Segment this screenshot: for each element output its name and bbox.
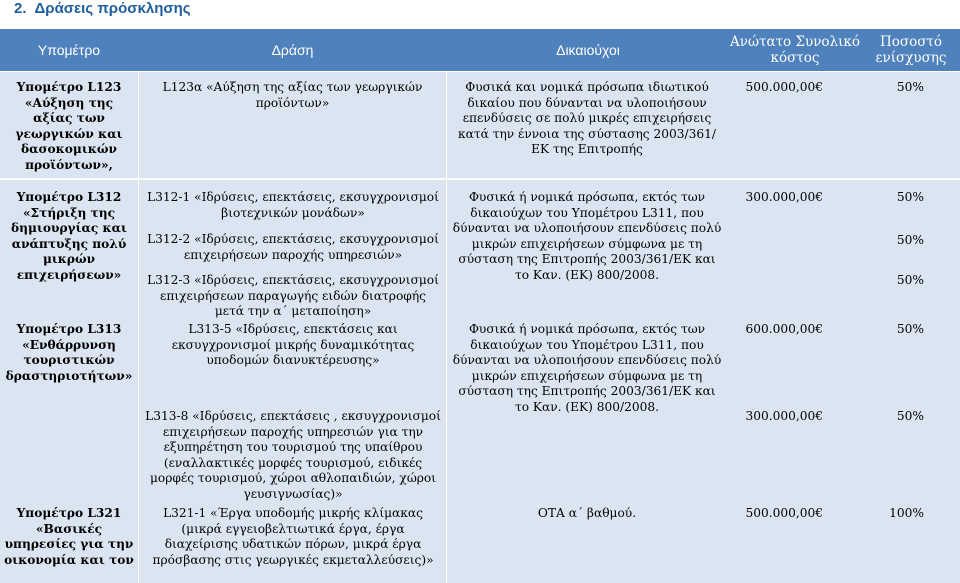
rate-l312-1: 50% (896, 190, 924, 204)
col-header-action: Δράση (271, 42, 314, 58)
measure-l123: Υπομέτρο L123 «Αύξηση της αξίας των γεωργικών και δασοκομικών προϊόντων», (15, 80, 123, 172)
beneficiaries-l312: Φυσικά ή νομικά πρόσωπα, εκτός των δικαιούχων του Υπομέτρου L311, που δύνανται να υλοποιήσουν επενδύσεις πολύ μικρών επιχειρήσεων σύμφωνα με τη σύσταση της Επιτροπής 2003/361/ΕΚ και το Καν. (ΕΚ) 800/2008. (452, 190, 722, 282)
section-heading (14, 0, 191, 17)
beneficiaries-l313: Φυσικά ή νομικά πρόσωπα, εκτός των δικαιούχων του Υπομέτρου L311, που δύνανται να υλοποιήσουν επενδύσεις πολύ μικρών επιχειρήσεων σύμφωνα με τη σύσταση της Επιτροπής 2003/361/ΕΚ και το Καν. (ΕΚ) 800/2008. (452, 322, 722, 414)
beneficiaries-l123: Φυσικά και νομικά πρόσωπα ιδιωτικού δικαίου που δύνανται να υλοποιήσουν επενδύσεις σε πολύ μικρές επιχειρήσεις κατά την έννοια της σύστασης 2003/361/ΕΚ της Επιτροπής (458, 80, 716, 156)
cost-l313-8: 300.000,00€ (745, 409, 823, 423)
cost-l312: 300.000,00€ (745, 190, 823, 204)
action-l312-3: L312-3 «Ιδρύσεις, επεκτάσεις, εκσυγχρονισμοί επιχειρήσεων παραγωγής ειδών διατροφής μετά την α΄ μεταποίηση» (147, 273, 439, 318)
rate-l312-2: 50% (896, 233, 924, 247)
action-l313-8: L313-8 «Ιδρύσεις, επεκτάσεις , εκσυγχρονισμοί επιχειρήσεων παροχής υπηρεσιών για την εξυπηρέτηση του τουρισμού της υπαίθρου (εναλλακτικές μορφές τουρισμού, ειδικές μορφές τουρισμού, χώροι αθλοπαιδιών, χώροι γευσιγνωσίας)» (145, 409, 441, 501)
action-l123a: L123α «Αύξηση της αξίας των γεωργικών προϊόντων» (162, 80, 423, 110)
cost-l321: 500.000,00€ (745, 506, 823, 520)
rate-l312-3: 50% (896, 273, 924, 287)
cost-l313-5: 600.000,00€ (745, 322, 823, 336)
measure-l313: Υπομέτρο L313 «Ενθάρρυνση τουριστικών δραστηριοτήτων» (5, 322, 133, 383)
section-number: 2. (14, 0, 27, 17)
column-divider (446, 72, 447, 583)
measure-l321: Υπομέτρο L321 «Βασικές υπηρεσίες για την οικονομία και τον (4, 506, 134, 567)
action-l312-2: L312-2 «Ιδρύσεις, επεκτάσεις, εκσυγχρονισμοί επιχειρήσεων παροχής υπηρεσιών» (147, 232, 439, 262)
measure-l312: Υπομέτρο L312 «Στήριξη της δημιουργίας και ανάπτυξης πολύ μικρών επιχειρήσεων» (11, 190, 127, 282)
rate-l321: 100% (889, 506, 924, 520)
rate-l313-5: 50% (896, 322, 924, 336)
col-header-cost: Ανώτατο Συνολικό κόστος (730, 34, 860, 66)
action-l312-1: L312-1 «Ιδρύσεις, επεκτάσεις, εκσυγχρονισμοί βιοτεχνικών μονάδων» (147, 190, 439, 220)
rate-l313-8: 50% (896, 409, 924, 423)
col-header-rate: Ποσοστό ενίσχυσης (875, 34, 947, 66)
beneficiaries-l321: ΟΤΑ α΄ βαθμού. (537, 506, 637, 520)
action-l313-5: L313-5 «Ιδρύσεις, επεκτάσεις και εκσυγχρονισμοί μικρής δυναμικότητας υποδομών διανυκτέρευσης» (171, 322, 415, 367)
col-header-beneficiaries: Δικαιούχοι (556, 42, 620, 58)
rate-l123: 50% (896, 80, 924, 94)
col-header-measure: Υπομέτρο (37, 42, 101, 58)
section-title: Δράσεις πρόσκλησης (34, 0, 191, 17)
cost-l123: 500.000,00€ (745, 80, 823, 94)
column-divider (138, 72, 139, 583)
action-l321-1: L321-1 «Έργα υποδομής μικρής κλίμακας (μικρά εγγειοβελτιωτικά έργα, έργα διαχείρισης υδατικών πόρων, μικρά έργα πρόσβασης στις γεωργικές εκμεταλλεύσεις)» (152, 506, 434, 567)
